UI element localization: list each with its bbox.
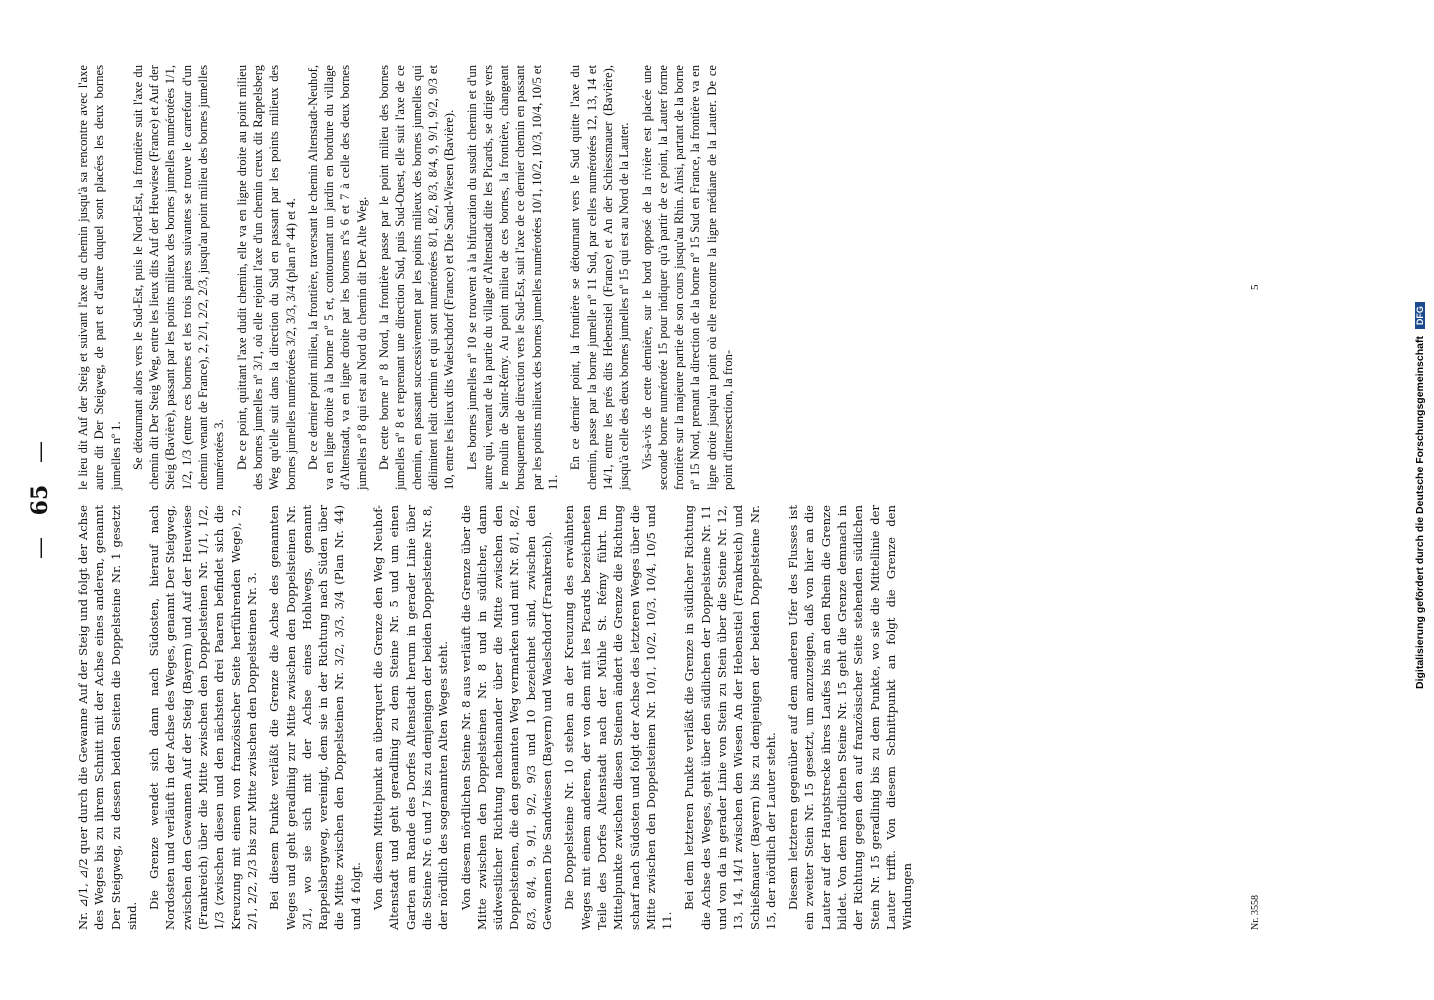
french-paragraph: De cette borne nº 8 Nord, la frontière passe par le point milieu des bornes jumelles nº 8 et reprenant une direction Sud, puis Sud-Ouest, elle suit l'axe de ce chemin, en passant successivement par les points milieux des bornes jumelles qui délimitent ledit chemin et qui sont numérotées 8/1, 8/2, 8/3, 8/4, 9, 9/1, 9/2, 9/3 et 10, entre les lieux dits Waelschdorf (France) et Die Sand-Wiesen (Bavière). [377,65,457,490]
french-paragraph: le lieu dit Auf der Steig et suivant l'axe du chemin jusqu'à sa rencontre avec l'axe autre dit Der Steigweg, de part et d'autre duquel sont placées les deux bornes jumelles nº 1. [76,65,123,490]
credit-line [1414,0,1432,689]
french-paragraph: En ce dernier point, la frontière se détournant vers le Sud quitte l'axe du chemin, passe par la borne jumelle nº 11 Sud, par celles numérotées 12, 13, 14 et 14/1, entre les prés dits Hebenstiel (France) et An der Schiessmauer (Bavière), jusqu'à celle des deux bornes jumelles nº 15 qui est au Nord de la Lauter. [568,65,632,490]
french-column [75,65,742,490]
german-paragraph: Diesem letzteren gegenüber auf dem anderen Ufer des Flusses ist ein zweiter Stein Nr. 15 gesetzt, um anzuzeigen, daß von hier an die Lauter auf der Hauptstrecke ihres Laufes bis an den Rhein die Grenze bildet. Von dem nördlichen Steine Nr. 15 geht die Grenze demnach in der Richtung gegen den auf französischer Seite stehenden südlichen Stein Nr. 15 geradlinig bis zu dem Punkte, wo sie die Mittellinie der Lauter trifft. Von diesem Schnittpunkt an folgt die Grenze den Windungen [786,505,915,930]
header-dash-left: — [28,536,53,559]
french-paragraph: De ce dernier point milieu, la frontière, traversant le chemin Altenstadt-Neuhof, va en ligne droite à la borne nº 5 et, contournant un jardin en bordure du village d'Altenstadt, va en ligne droite par les bornes nºs 6 et 7 à celle des deux bornes jumelles nº 8 qui est au Nord du chemin dit Der Alte Weg. [305,65,369,490]
german-paragraph: Die Doppelsteine Nr. 10 stehen an der Kreuzung des erwähnten Weges mit einem anderen, der von dem mit les Picards bezeichneten Teile des Dorfes Altenstadt nach der Mühle St. Rémy führt. Im Mittelpunkte zwischen diesen Steinen ändert die Grenze die Richtung scharf nach Südosten und folgt der Achse des letzteren Weges über die Mitte zwischen den Doppelsteinen Nr. 10/1, 10/2, 10/3, 10/4, 10/5 und 11. [562,505,675,930]
german-column [75,505,922,930]
german-paragraph: Bei dem letzteren Punkte verläßt die Grenze in südlicher Richtung die Achse des Weges, geht über den südlichen der Doppelsteine Nr. 11 und von da in gerader Linie von Stein zu Stein über die Steine Nr. 12, 13, 14, 14/1 zwischen den Wiesen An der Hebenstiel (Frankreich) und Schießmauer (Bayern) bis zu demjenigen der beiden Doppelsteine Nr. 15, der nördlich der Lauter steht. [682,505,778,930]
german-paragraph: Nr. ⊿/1, ⊿/2 quer durch die Gewanne Auf der Steig und folgt der Achse des Weges bis zu ihrem Schnitt mit der Achse eines anderen, genannt Der Steigweg, zu dessen beiden Seiten die Doppelsteine Nr. 1 gesetzt sind. [76,505,139,930]
header-dash-right: — [28,441,53,464]
rotated-sheet [27,65,1267,930]
german-paragraph: Bei diesem Punkte verläßt die Grenze die Achse des genannten Weges und geht geradlinig zur Mitte zwischen den Doppelsteinen Nr. 3/1, wo sie sich mit der Achse eines Hohlwegs, genannt Rappelsbergweg, vereinigt, dem sie in der Richtung nach Süden über die Mitte zwischen den Doppelsteinen Nr. 3/2, 3/3, 3/4 (Plan Nr. 44) und 4 folgt. [267,505,363,930]
french-footer-number: 5 [1249,284,1261,290]
german-paragraph: Von diesem nördlichen Steine Nr. 8 aus verläuft die Grenze über die Mitte zwischen den Doppelsteinen Nr. 8 und in südlicher, dann südwestlicher Richtung nacheinander über die Mitte zwischen den Doppelsteinen, die den genannten Weg vermarken und mit Nr. 8/1, 8/2, 8/3, 8/4, 9, 9/1, 9/2, 9/3 und 10 bezeichnet sind, zwischen den Gewannen Die Sandwiesen (Bayern) und Waelschdorf (Frankreich). [458,505,555,930]
credit-text: Digitalisierung gefördert durch die Deutsche Forschungsgemeinschaft [1414,336,1426,689]
french-paragraph: Vis-à-vis de cette dernière, sur le bord opposé de la rivière est placée une seconde borne numérotée 15 pour indiquer qu'à partir de ce point, la Lauter forme frontière sur la majeure partie de son cours jusqu'au Rhin. Ainsi, partant de la borne nº 15 Nord, prenant la direction de la borne nº 15 Sud en France, la frontière va en ligne droite jusqu'au point où elle rencontre la ligne médiane de la Lauter. De ce point d'intersection, la fron- [639,65,735,490]
french-paragraph: De ce point, quittant l'axe dudit chemin, elle va en ligne droite au point milieu des bornes jumelles nº 3/1, où elle rejoint l'axe d'un chemin creux dit Rappelsberg Weg qu'elle suit dans la direction du Sud en passant par les points milieux des bornes jumelles numérotées 3/2, 3/3, 3/4 (plan nº 44) et 4. [234,65,298,490]
page-header [27,70,67,930]
digitization-credit [1412,0,1434,1000]
german-paragraph: Die Grenze wendet sich dann nach Südosten, hierauf nach Nordosten und verläuft in der Achse des Weges, genannt Der Steigweg, zwischen den Gewannen Auf der Steig (Bayern) und Auf der Heuwiese (Frankreich) über die Mitte zwischen den Doppelsteinen Nr. 1/1, 1/2, 1/3 (zwischen diesen und den nächsten drei Paaren befindet sich die Kreuzung mit einem von französischer Seite herführenden Wege), 2, 2/1, 2/2, 2/3 bis zur Mitte zwischen den Doppelsteinen Nr. 3. [147,505,259,930]
french-paragraph: Se détournant alors vers le Sud-Est, puis le Nord-Est, la frontière suit l'axe du chemin dit Der Steig Weg, entre les lieux dits Auf der Heuwiese (France) et Auf der Steig (Bavière), passant par les points milieux des bornes jumelles numérotées 1/1, 1/2, 1/3 (entre ces bornes et les trois paires suivantes se trouve le carrefour d'un chemin venant de France), 2, 2/1, 2/2, 2/3, jusqu'au point milieu des bornes jumelles numérotées 3. [130,65,227,490]
german-footer-number: Nr. 3558 [1250,895,1261,930]
german-paragraph: Von diesem Mittelpunkt an überquert die Grenze den Weg Neuhof-Altenstadt und geht geradlinig zu dem Steine Nr. 5 und um einen Garten am Rande des Dorfes Altenstadt herum in gerader Linie über die Steine Nr. 6 und 7 bis zu demjenigen der beiden Doppelsteine Nr. 8, der nördlich des sogenannten Alten Weges steht. [371,505,451,930]
dfg-logo: DFG [1415,302,1425,329]
page-number: 65 [27,484,53,516]
french-paragraph: Les bornes jumelles nº 10 se trouvent à la bifurcation du susdit chemin et d'un autre qui, venant de la partie du village d'Altenstadt dite les Picards, se dirige vers le moulin de Saint-Rémy. Au point milieu de ces bornes, la frontière, changeant brusquement de direction vers le Sud-Est, suit l'axe de ce dernier chemin en passant par les points milieux des bornes jumelles numérotées 10/1, 10/2, 10/3, 10/4, 10/5 et 11. [464,65,561,490]
